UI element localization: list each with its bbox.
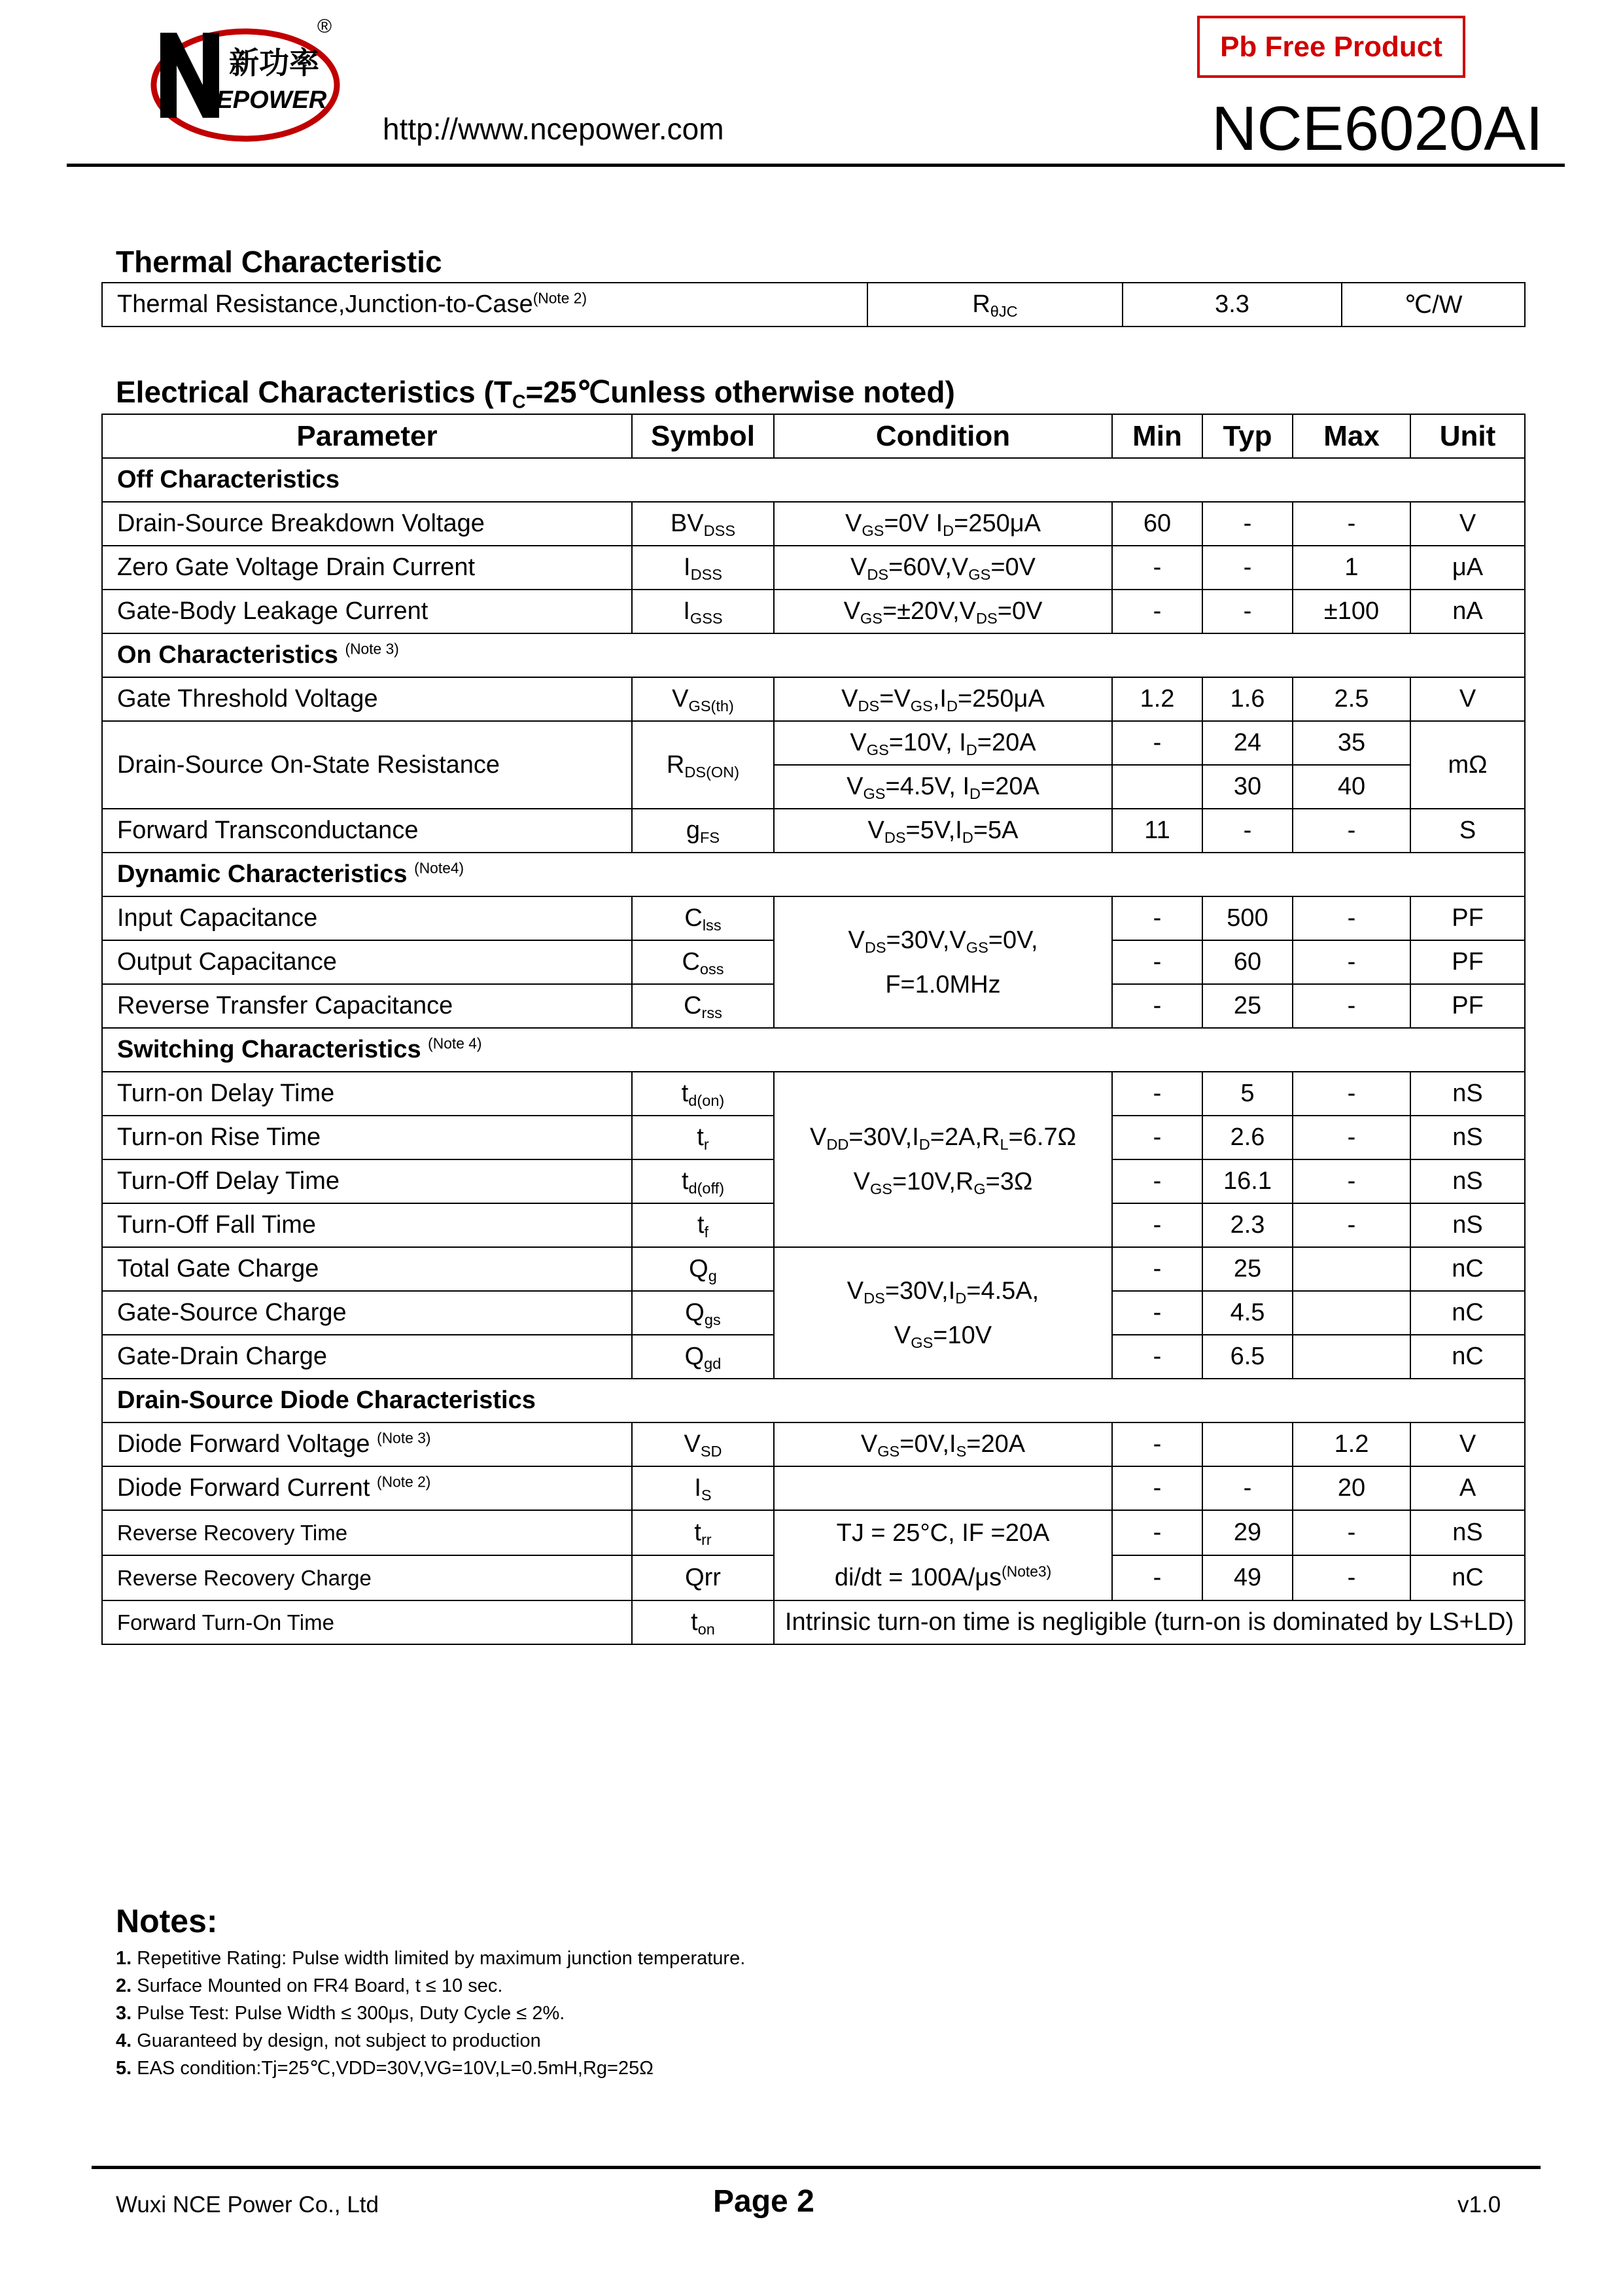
category-row (102, 1028, 1525, 1072)
thermal-unit: ℃/W (1342, 283, 1525, 327)
typ-cell: - (1202, 546, 1293, 590)
min-cell: - (1112, 590, 1202, 633)
symbol-cell: $t_{on}$ (632, 1600, 774, 1644)
logo-en-text: CEPOWER (198, 86, 327, 114)
param-cell: Reverse Recovery Charge (102, 1555, 632, 1600)
condition-cell: $V_{DD}=30V,I_D=2A,R_L=6.7\Omega$ $V_{GS}=10V,R_G=3\Omega$ (774, 1072, 1112, 1247)
max-cell: 2.5 (1293, 677, 1410, 721)
part-number: NCE6020AI (1212, 94, 1543, 164)
min-cell: - (1112, 1335, 1202, 1379)
category-off: Off Characteristics (102, 458, 1525, 502)
symbol-cell: $I_{DSS}$ (632, 546, 774, 590)
ncepower-logo-icon (141, 13, 343, 147)
category-switching: Switching Characteristics $^{(Note 4)}$ (102, 1028, 1525, 1072)
table-row (102, 1510, 1525, 1555)
company-url[interactable]: http://www.ncepower.com (383, 112, 724, 146)
category-row (102, 458, 1525, 502)
min-cell: - (1112, 1291, 1202, 1335)
param-cell: Gate-Drain Charge (102, 1335, 632, 1379)
table-row (102, 1600, 1525, 1644)
typ-cell: 2.3 (1202, 1203, 1293, 1247)
table-row (102, 721, 1525, 765)
max-cell: 40 (1293, 765, 1410, 809)
category-row (102, 1379, 1525, 1422)
min-cell: - (1112, 984, 1202, 1028)
max-cell (1293, 1335, 1410, 1379)
electrical-table (101, 414, 1526, 1645)
typ-cell: 49 (1202, 1555, 1293, 1600)
symbol-cell: $C_{oss}$ (632, 940, 774, 984)
typ-cell: - (1202, 502, 1293, 546)
max-cell: - (1293, 1116, 1410, 1159)
min-cell: - (1112, 1510, 1202, 1555)
note-item: 5. EAS condition:Tj=25℃,VDD=30V,VG=10V,L=0.5mH,Rg=25Ω (116, 2058, 654, 2079)
typ-cell (1202, 1422, 1293, 1466)
thermal-value: 3.3 (1123, 283, 1342, 327)
unit-cell: nS (1410, 1203, 1525, 1247)
condition-cell: $V_{DS}=V_{GS},I_D=250\mu A$ (774, 677, 1112, 721)
category-diode: Drain-Source Diode Characteristics (102, 1379, 1525, 1422)
condition-cell: $V_{GS}=4.5V$, $I_D=20A$ (774, 765, 1112, 809)
condition-cell: Intrinsic turn-on time is negligible (turn-on is dominated by LS+LD) (774, 1600, 1525, 1644)
min-cell: - (1112, 1247, 1202, 1291)
min-cell: - (1112, 1203, 1202, 1247)
symbol-cell: $I_{GSS}$ (632, 590, 774, 633)
table-row (102, 809, 1525, 853)
thermal-symbol: $R_{\theta JC}$ (867, 283, 1123, 327)
table-row (102, 1247, 1525, 1291)
typ-cell: 1.6 (1202, 677, 1293, 721)
param-cell: Zero Gate Voltage Drain Current (102, 546, 632, 590)
max-cell: - (1293, 1159, 1410, 1203)
max-cell: - (1293, 1203, 1410, 1247)
min-cell: - (1112, 1116, 1202, 1159)
min-cell (1112, 765, 1202, 809)
param-cell: Drain-Source Breakdown Voltage (102, 502, 632, 546)
symbol-cell: $t_r$ (632, 1116, 774, 1159)
max-cell: - (1293, 940, 1410, 984)
unit-cell: nC (1410, 1555, 1525, 1600)
doc-version: v1.0 (1457, 2192, 1501, 2217)
category-row (102, 633, 1525, 677)
param-cell: Gate-Body Leakage Current (102, 590, 632, 633)
col-header-min: Min (1112, 414, 1202, 458)
col-header-unit: Unit (1410, 414, 1525, 458)
condition-cell: $V_{DS}=30V,V_{GS}=0V$, F=1.0MHz (774, 896, 1112, 1028)
condition-cell: $V_{GS}=\pm 20V,V_{DS}=0V$ (774, 590, 1112, 633)
max-cell: 35 (1293, 721, 1410, 765)
max-cell: 1 (1293, 546, 1410, 590)
typ-cell: 500 (1202, 896, 1293, 940)
col-header-max: Max (1293, 414, 1410, 458)
min-cell: - (1112, 1555, 1202, 1600)
registered-mark: ® (317, 16, 332, 37)
param-cell: Gate Threshold Voltage (102, 677, 632, 721)
param-cell: Turn-on Rise Time (102, 1116, 632, 1159)
unit-cell: nS (1410, 1159, 1525, 1203)
typ-cell: 4.5 (1202, 1291, 1293, 1335)
col-header-parameter: Parameter (102, 414, 632, 458)
pb-free-badge: Pb Free Product (1197, 16, 1465, 78)
unit-cell: nC (1410, 1247, 1525, 1291)
param-cell: Forward Transconductance (102, 809, 632, 853)
typ-cell: 60 (1202, 940, 1293, 984)
max-cell: - (1293, 1510, 1410, 1555)
unit-cell: nS (1410, 1072, 1525, 1116)
category-dynamic: Dynamic Characteristics $^{(Note4)}$ (102, 853, 1525, 896)
max-cell (1293, 1247, 1410, 1291)
param-cell: Reverse Recovery Time (102, 1510, 632, 1555)
min-cell: 11 (1112, 809, 1202, 853)
col-header-condition: Condition (774, 414, 1112, 458)
typ-cell: - (1202, 590, 1293, 633)
typ-cell: 25 (1202, 984, 1293, 1028)
max-cell: 20 (1293, 1466, 1410, 1510)
min-cell: - (1112, 1422, 1202, 1466)
max-cell (1293, 1291, 1410, 1335)
thermal-table (101, 282, 1526, 327)
typ-cell: 16.1 (1202, 1159, 1293, 1203)
min-cell: - (1112, 1466, 1202, 1510)
unit-cell: PF (1410, 984, 1525, 1028)
min-cell: - (1112, 940, 1202, 984)
logo-cn-text: 新功率 (229, 45, 319, 80)
unit-cell: S (1410, 809, 1525, 853)
table-row (102, 896, 1525, 940)
category-row (102, 853, 1525, 896)
unit-cell: μA (1410, 546, 1525, 590)
symbol-cell: $g_{FS}$ (632, 809, 774, 853)
typ-cell: 5 (1202, 1072, 1293, 1116)
symbol-cell: $t_{d(on)}$ (632, 1072, 774, 1116)
param-cell: Reverse Transfer Capacitance (102, 984, 632, 1028)
unit-cell: nS (1410, 1116, 1525, 1159)
min-cell: 1.2 (1112, 677, 1202, 721)
max-cell: - (1293, 984, 1410, 1028)
symbol-cell: $C_{lss}$ (632, 896, 774, 940)
unit-cell: mΩ (1410, 721, 1525, 809)
param-cell: Diode Forward Current $^{(Note 2)}$ (102, 1466, 632, 1510)
symbol-cell: Qrr (632, 1555, 774, 1600)
unit-cell: nA (1410, 590, 1525, 633)
param-cell: Turn-on Delay Time (102, 1072, 632, 1116)
typ-cell: 25 (1202, 1247, 1293, 1291)
condition-cell (774, 1466, 1112, 1510)
symbol-cell: $Q_g$ (632, 1247, 774, 1291)
unit-cell: nC (1410, 1291, 1525, 1335)
unit-cell: nS (1410, 1510, 1525, 1555)
footer-company: Wuxi NCE Power Co., Ltd (116, 2192, 379, 2217)
condition-cell: $V_{DS}=60V,V_{GS}=0V$ (774, 546, 1112, 590)
footer-divider (92, 2166, 1541, 2169)
thermal-param: Thermal Resistance,Junction-to-Case$^{(Note 2)}$ (102, 283, 867, 327)
typ-cell: - (1202, 1466, 1293, 1510)
max-cell: ±100 (1293, 590, 1410, 633)
symbol-cell: $V_{SD}$ (632, 1422, 774, 1466)
symbol-cell: $t_{rr}$ (632, 1510, 774, 1555)
symbol-cell: $Q_{gs}$ (632, 1291, 774, 1335)
symbol-cell: $V_{GS(th)}$ (632, 677, 774, 721)
symbol-cell: $R_{DS(ON)}$ (632, 721, 774, 809)
unit-cell: A (1410, 1466, 1525, 1510)
table-row (102, 677, 1525, 721)
symbol-cell: $BV_{DSS}$ (632, 502, 774, 546)
notes-title: Notes: (116, 1903, 218, 1939)
symbol-cell: $t_{d(off)}$ (632, 1159, 774, 1203)
electrical-title: Electrical Characteristics ($T_C=25℃unless$ otherwise noted) (116, 375, 955, 413)
note-item: 2. Surface Mounted on FR4 Board, t ≤ 10 sec. (116, 1975, 503, 1996)
condition-cell: $V_{GS}=0V$ $I_D=250\mu A$ (774, 502, 1112, 546)
unit-cell: V (1410, 1422, 1525, 1466)
symbol-cell: $t_f$ (632, 1203, 774, 1247)
condition-cell: TJ = 25°C, IF =20A $di/dt = 100A/\mu s^{(Note3)}$ (774, 1510, 1112, 1600)
col-header-typ: Typ (1202, 414, 1293, 458)
max-cell: - (1293, 1555, 1410, 1600)
condition-cell: $V_{DS}=30V,I_D=4.5A$, $V_{GS}=10V$ (774, 1247, 1112, 1379)
table-row (102, 546, 1525, 590)
note-item: 1. Repetitive Rating: Pulse width limited by maximum junction temperature. (116, 1948, 746, 1969)
symbol-cell: $C_{rss}$ (632, 984, 774, 1028)
unit-cell: V (1410, 502, 1525, 546)
max-cell: - (1293, 502, 1410, 546)
notes-list (116, 1945, 745, 2082)
symbol-cell: $Q_{gd}$ (632, 1335, 774, 1379)
min-cell: - (1112, 721, 1202, 765)
unit-cell: PF (1410, 940, 1525, 984)
page-number: Page 2 (713, 2184, 814, 2219)
table-row (102, 1466, 1525, 1510)
max-cell: 1.2 (1293, 1422, 1410, 1466)
table-row (102, 1072, 1525, 1116)
table-row (102, 590, 1525, 633)
param-cell: Turn-Off Fall Time (102, 1203, 632, 1247)
min-cell: - (1112, 546, 1202, 590)
param-cell: Turn-Off Delay Time (102, 1159, 632, 1203)
param-cell: Diode Forward Voltage $^{(Note 3)}$ (102, 1422, 632, 1466)
thermal-title: Thermal Characteristic (116, 245, 442, 279)
max-cell: - (1293, 809, 1410, 853)
table-header-row (102, 414, 1525, 458)
company-logo (141, 13, 343, 147)
min-cell: 60 (1112, 502, 1202, 546)
param-cell: Gate-Source Charge (102, 1291, 632, 1335)
param-cell: Total Gate Charge (102, 1247, 632, 1291)
unit-cell: PF (1410, 896, 1525, 940)
table-row (102, 502, 1525, 546)
condition-cell: $V_{GS}=0V,I_S=20A$ (774, 1422, 1112, 1466)
unit-cell: nC (1410, 1335, 1525, 1379)
table-row (102, 1422, 1525, 1466)
symbol-cell: $I_S$ (632, 1466, 774, 1510)
min-cell: - (1112, 1159, 1202, 1203)
max-cell: - (1293, 896, 1410, 940)
note-item: 3. Pulse Test: Pulse Width ≤ 300μs, Duty Cycle ≤ 2%. (116, 2003, 565, 2024)
param-cell: Input Capacitance (102, 896, 632, 940)
param-cell: Forward Turn-On Time (102, 1600, 632, 1644)
max-cell: - (1293, 1072, 1410, 1116)
typ-cell: - (1202, 809, 1293, 853)
note-item: 4. Guaranteed by design, not subject to production (116, 2030, 541, 2051)
category-on: On Characteristics $^{(Note 3)}$ (102, 633, 1525, 677)
condition-cell: $V_{DS}=5V,I_D=5A$ (774, 809, 1112, 853)
table-row (102, 283, 1525, 327)
param-cell: Drain-Source On-State Resistance (102, 721, 632, 809)
param-cell: Output Capacitance (102, 940, 632, 984)
header-divider (67, 164, 1565, 167)
typ-cell: 29 (1202, 1510, 1293, 1555)
typ-cell: 2.6 (1202, 1116, 1293, 1159)
typ-cell: 24 (1202, 721, 1293, 765)
min-cell: - (1112, 1072, 1202, 1116)
col-header-symbol: Symbol (632, 414, 774, 458)
unit-cell: V (1410, 677, 1525, 721)
typ-cell: 6.5 (1202, 1335, 1293, 1379)
typ-cell: 30 (1202, 765, 1293, 809)
condition-cell: $V_{GS}=10V$, $I_D=20A$ (774, 721, 1112, 765)
min-cell: - (1112, 896, 1202, 940)
